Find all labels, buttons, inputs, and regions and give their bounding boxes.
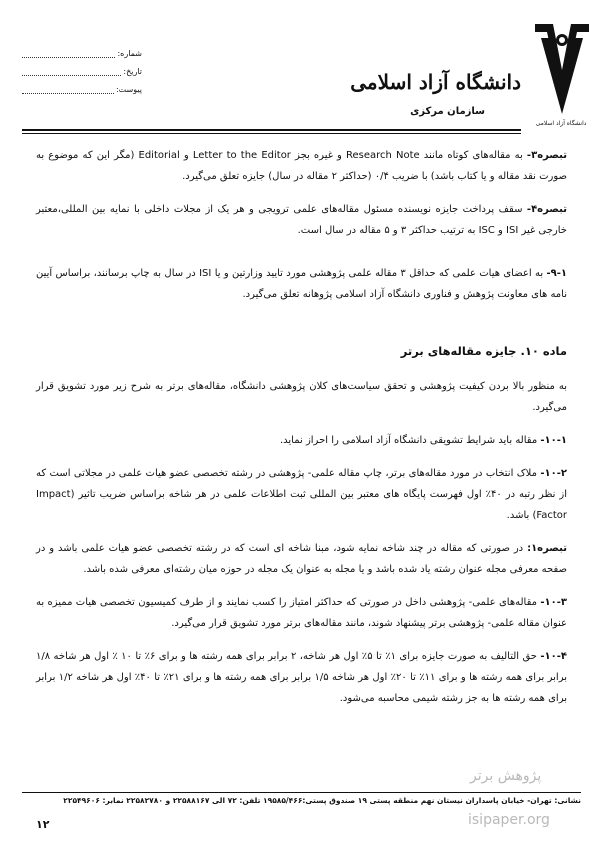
footer-address: نشانی: تهران- خیابان پاسداران نیستان نهم منطقه پستی ۱۹ صندوق پستی:۱۹۵۸۵/۴۶۶ تلفن: ۷۲ الی ۲۲۵۸۸۱۶۷ و ۲۲۵۸۲۷۸۰ نمابر: ۲۲۵۴۹۶۰۶ [63, 796, 581, 805]
date-field [22, 58, 142, 76]
note-3-text-before: به مقاله‌های کوتاه مانند [419, 150, 527, 161]
note-1-text: در صورتی که مقاله در چند شاخه نمایه شود، مبنا شاخه ای است که در رشته تخصصی عضو هیات علمی باشد و در صفحه معرفی مجله عنوان رشته یاد شده باشد و یا مجله به عنوان یک مجله در حوزه میان رشته‌ای معرفی شده باشد. [36, 543, 567, 575]
attachment-line [22, 83, 114, 94]
number-line [22, 47, 115, 58]
item-10-1-label: ۱۰-۱- [540, 435, 567, 446]
header-divider [22, 129, 521, 131]
organization-name: سازمان مرکزی [410, 106, 485, 117]
attachment-label: پیوست: [115, 85, 142, 94]
page-number: ۱۲ [36, 818, 50, 831]
number-label: شماره: [117, 49, 142, 58]
watermark-persian: پژوهش برتر [470, 768, 542, 784]
note-4-label: تبصره۴- [526, 204, 567, 215]
note-3-text-mid-2: و [179, 150, 193, 161]
note-4-text: سقف پرداخت جایزه نویسنده مسئول مقاله‌های علمی ترویجی و هر یک از مجلات داخلی با نمایه بین المللی،معتبر خارجی غیر ISI و ISC به ترتیب حداکثر ۳ و ۵ مقاله در سال است. [36, 204, 567, 236]
university-logo [531, 18, 593, 126]
university-emblem-icon [531, 18, 593, 118]
item-10-3-label: ۱۰-۳- [540, 597, 567, 608]
item-10-1-paragraph [36, 430, 567, 451]
logo-caption: دانشگاه آزاد اسلامی [535, 120, 587, 127]
item-10-2-latin: Impact Factor [36, 489, 567, 521]
item-10-4-text: حق التالیف به صورت جایزه برای ۱٪ تا ۵٪ اول هر شاخه، ۲ برابر برای همه رشته ها و برای ۶٪ تا ۱۰ ٪ اول هر شاخه ۱/۸ برابر برای همه رشته ها و برای ۱۱٪ تا ۲۰٪ اول هر شاخه ۱/۵ برابر برای همه رشته ها و برای ۲۱٪ تا ۴۰٪ اول هر شاخه ۱/۲ برابر برای همه رشته ها به جز رشته شیمی محاسبه می‌شود. [36, 651, 568, 704]
date-label: تاریخ: [123, 67, 142, 76]
note-1-paragraph [36, 538, 567, 580]
note-3-latin-3: Editorial [138, 150, 180, 161]
item-9-1-text: به اعضای هیات علمی که حداقل ۳ مقاله علمی پژوهشی مورد تایید وزارتین و یا ISI در سال به چاپ برسانند، براساس آیین نامه های معاونت پژوهش و فناوری دانشگاه آزاد اسلامی پژوهانه تعلق می‌گیرد. [36, 268, 567, 300]
note-3-latin-1: Research Note [346, 150, 420, 161]
item-9-1-paragraph [36, 263, 567, 305]
item-10-3-paragraph [36, 592, 567, 634]
watermark-latin: isipaper.org [468, 812, 550, 828]
letter-meta-fields [22, 40, 142, 94]
item-10-3-text: مقاله‌های علمی- پژوهشی داخل در صورتی که حداکثر امتیاز را کسب نمایند و از طرف کمیسیون تخصصی هیات ممیزه به عنوان مقاله علمی- پژوهشی برتر پیشنهاد شوند، مانند مقاله‌های برتر مورد تشویق قرار می‌گیرد. [36, 597, 567, 629]
section-intro: به منظور بالا بردن کیفیت پژوهشی و تحقق سیاست‌های کلان پژوهشی دانشگاه، مقاله‌های برتر به شرح زیر مورد تشویق قرار می‌گیرد. [36, 381, 567, 413]
item-10-1-text: مقاله باید شرایط تشویقی دانشگاه آزاد اسلامی را احراز نماید. [279, 435, 541, 446]
note-3-label: تبصره۳- [526, 150, 568, 161]
header-divider-thin [22, 133, 521, 134]
document-body [36, 145, 567, 721]
footer-divider [22, 792, 581, 793]
note-3-text-mid-1: و غیره بجز [290, 150, 347, 161]
date-line [22, 65, 121, 76]
note-3-paragraph [36, 145, 567, 187]
attachment-field [22, 76, 142, 94]
number-field [22, 40, 142, 58]
note-4-paragraph [36, 199, 567, 241]
note-3-latin-2: Letter to the Editor [192, 150, 291, 161]
note-3-text-after: (مگر این که موضوع به صورت نقد مقاله و یا کتاب باشد) با ضریب ۰/۴ (حداکثر ۲ مقاله در سال) جایزه تعلق می‌گیرد. [36, 150, 567, 182]
item-10-4-label: ۱۰-۴- [540, 651, 567, 662]
note-1-label: تبصره۱: [527, 543, 567, 554]
item-10-4-paragraph [36, 646, 567, 709]
item-10-2-paragraph [36, 463, 567, 526]
university-name: دانشگاه آزاد اسلامی [350, 70, 521, 94]
item-9-1-label: ۹-۱- [546, 268, 567, 279]
item-10-2-text-before: ملاک انتخاب در مورد مقاله‌های برتر، چاپ مقاله علمی- پژوهشی در رشته تخصصی عضو هیات علمی در مجلاتی است که از نظر رتبه در ۴۰٪ اول فهرست پایگاه های معتبر بین المللی ثبت اطلاعات علمی در هر شاخه براساس ضریب تاثیر ( [36, 468, 567, 500]
item-10-2-text-after: ) باشد. [506, 510, 537, 521]
item-10-2-label: ۱۰-۲- [540, 468, 567, 479]
section-heading: ماده ۱۰. جایزه مقاله‌های برتر [400, 344, 567, 358]
